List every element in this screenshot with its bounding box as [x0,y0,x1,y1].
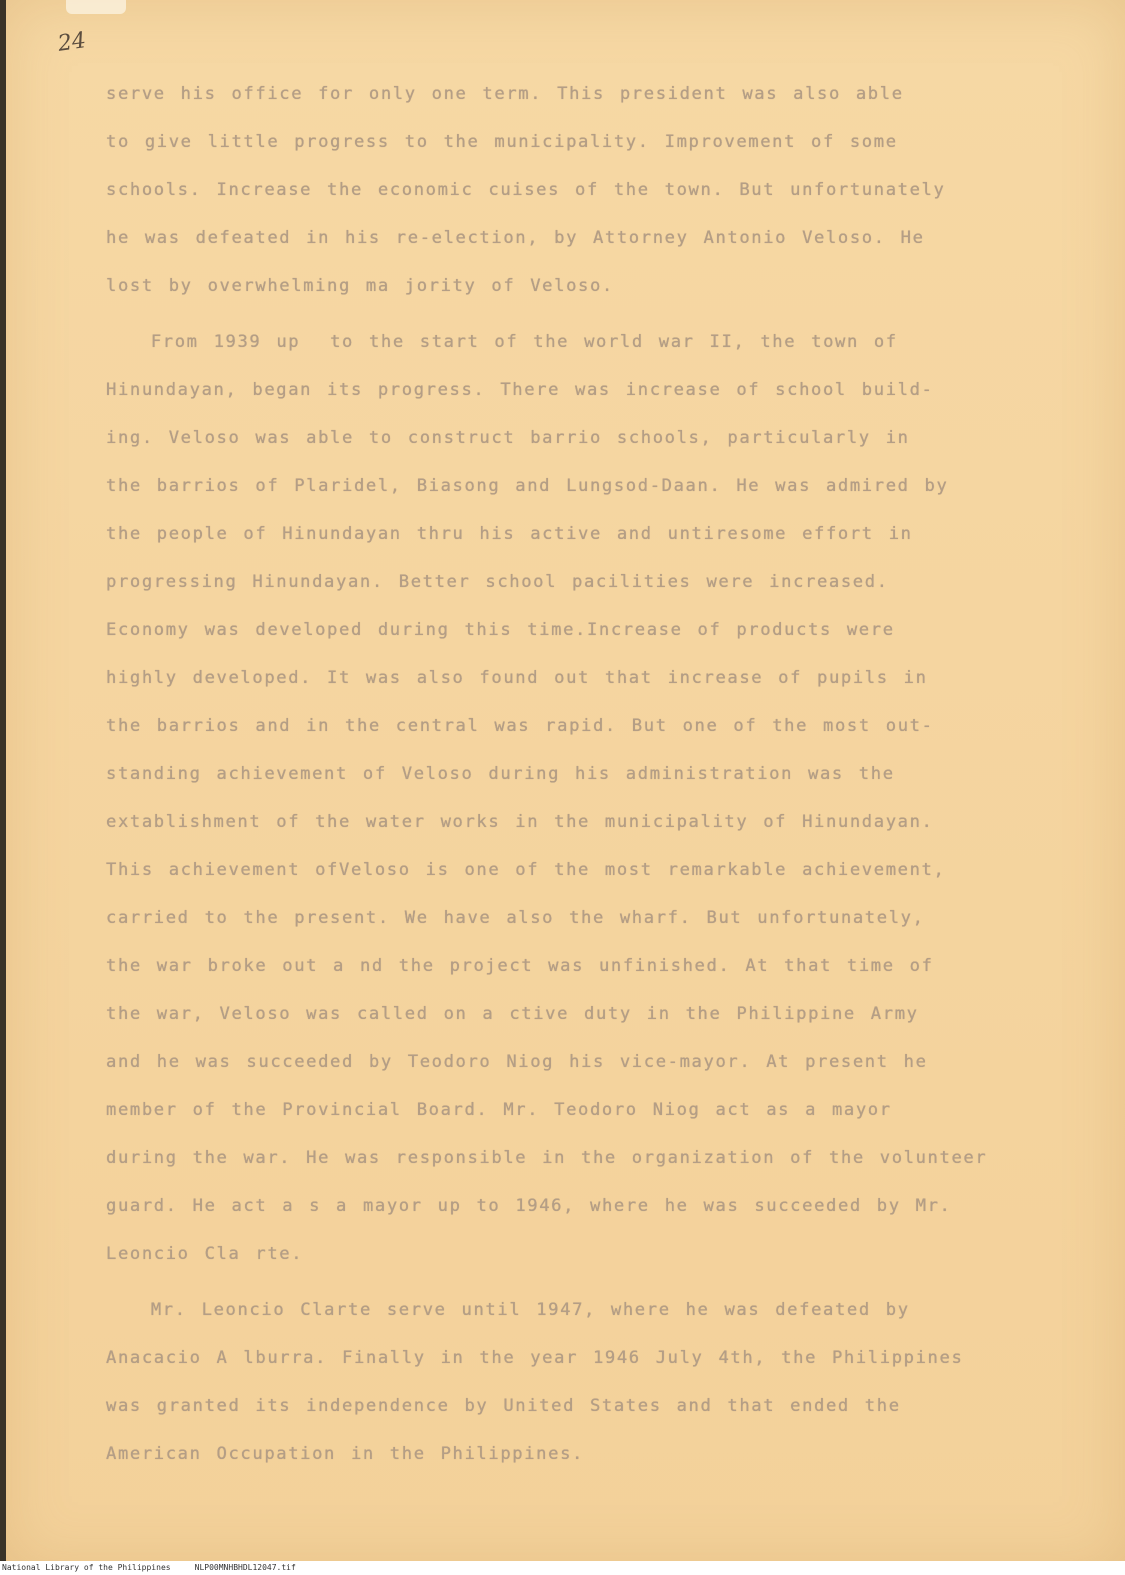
archive-footer: National Library of the Philippines NLP00MNHBHDL12047.tif [0,1561,1125,1575]
text-line: standing achievement of Veloso during his administration was the [106,764,895,784]
text-line: Anacacio A lburra. Finally in the year 1946 July 4th, the Philippines [106,1348,964,1368]
text-line: Hinundayan, began its progress. There was increase of school build- [106,380,934,400]
text-line: From 1939 up to the start of the world war II, the town of [106,332,898,352]
typed-text-body [106,70,986,1478]
text-line: highly developed. It was also found out that increase of pupils in [106,668,928,688]
text-line: the war broke out a nd the project was unfinished. At that time of [106,956,934,976]
text-line: he was defeated in his re-election, by Attorney Antonio Veloso. He [106,228,925,248]
text-line: Leoncio Cla rte. [106,1244,304,1264]
text-line: This achievement ofVeloso is one of the most remarkable achievement, [106,860,946,880]
text-line: during the war. He was responsible in the organization of the volunteer [106,1148,988,1168]
text-line: Mr. Leoncio Clarte serve until 1947, where he was defeated by [106,1300,910,1320]
text-line: schools. Increase the economic cuises of the town. But unfortunately [106,180,946,200]
text-line: carried to the present. We have also the wharf. But unfortunately, [106,908,925,928]
paragraph [106,318,986,1278]
text-line: to give little progress to the municipality. Improvement of some [106,132,898,152]
text-line: guard. He act a s a mayor up to 1946, where he was succeeded by Mr. [106,1196,952,1216]
text-line: the people of Hinundayan thru his active and untiresome effort in [106,524,913,544]
text-line: the barrios of Plaridel, Biasong and Lungsod-Daan. He was admired by [106,476,949,496]
text-line: member of the Provincial Board. Mr. Teodoro Niog act as a mayor [106,1100,892,1120]
document-page [6,0,1125,1568]
text-line: extablishment of the water works in the municipality of Hinundayan. [106,812,934,832]
text-line: ing. Veloso was able to construct barrio schools, particularly in [106,428,910,448]
text-line: serve his office for only one term. This president was also able [106,84,904,104]
paragraph [106,70,986,310]
text-line: progressing Hinundayan. Better school pacilities were increased. [106,572,889,592]
text-line: and he was succeeded by Teodoro Niog his vice-mayor. At present he [106,1052,928,1072]
text-line: was granted its independence by United States and that ended the [106,1396,901,1416]
text-line: the war, Veloso was called on a ctive duty in the Philippine Army [106,1004,919,1024]
paragraph [106,1286,986,1478]
text-line: the barrios and in the central was rapid. But one of the most out- [106,716,934,736]
text-line: lost by overwhelming ma jority of Veloso. [106,276,614,296]
text-line: American Occupation in the Philippines. [106,1444,584,1464]
text-line: Economy was developed during this time.Increase of products were [106,620,895,640]
handwritten-page-number: 24 [56,28,88,57]
